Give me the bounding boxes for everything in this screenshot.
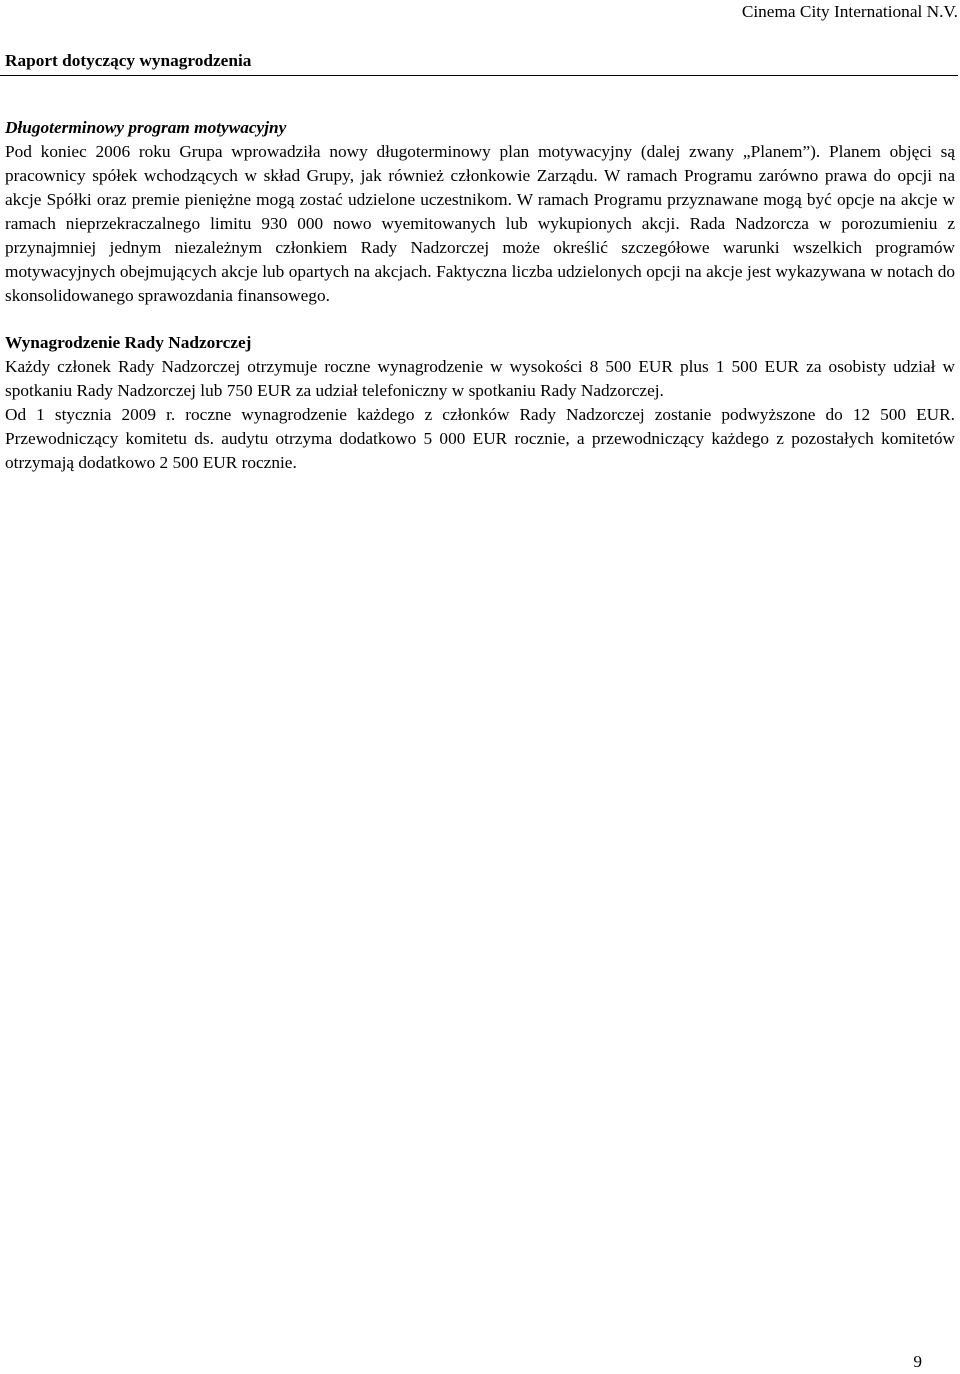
- header-divider: [0, 75, 958, 76]
- page-number: 9: [913, 1352, 922, 1371]
- company-name: Cinema City International N.V.: [741, 2, 958, 21]
- section-heading: Długoterminowy program motywacyjny: [5, 118, 287, 137]
- document-body: [5, 116, 955, 475]
- report-title: Raport dotyczący wynagrodzenia: [5, 51, 252, 70]
- section-long-term-incentive-program: [5, 116, 955, 308]
- section-supervisory-board-remuneration: [5, 331, 955, 475]
- paragraph: Od 1 stycznia 2009 r. roczne wynagrodzenie każdego z członków Rady Nadzorczej zostanie podwyższone do 12 500 EUR. Przewodniczący komitetu ds. audytu otrzyma dodatkowo 5 000 EUR rocznie, a przewodniczący każdego z pozostałych komitetów otrzymają dodatkowo 2 500 EUR rocznie.: [5, 405, 955, 472]
- paragraph: Każdy członek Rady Nadzorczej otrzymuje roczne wynagrodzenie w wysokości 8 500 EUR plus 1 500 EUR za osobisty udział w spotkaniu Rady Nadzorczej lub 750 EUR za udział telefoniczny w spotkaniu Rady Nadzorczej.: [5, 357, 955, 400]
- section-heading: Wynagrodzenie Rady Nadzorczej: [5, 333, 252, 352]
- paragraph: Pod koniec 2006 roku Grupa wprowadziła nowy długoterminowy plan motywacyjny (dalej zwany „Planem”). Planem objęci są pracownicy spółek wchodzących w skład Grupy, jak również członkowie Zarządu. W ramach Programu zarówno prawa do opcji na akcje Spółki oraz premie pieniężne mogą zostać udzielone uczestnikom. W ramach Programu przyznawane mogą być opcje na akcje w ramach nieprzekraczalnego limitu 930 000 nowo wyemitowanych lub wykupionych akcji. Rada Nadzorcza w porozumieniu z przynajmniej jednym niezależnym członkiem Rady Nadzorczej może określić szczegółowe warunki wszelkich programów motywacyjnych obejmujących akcje lub opartych na akcjach. Faktyczna liczba udzielonych opcji na akcje jest wykazywana w notach do skonsolidowanego sprawozdania finansowego.: [5, 142, 955, 305]
